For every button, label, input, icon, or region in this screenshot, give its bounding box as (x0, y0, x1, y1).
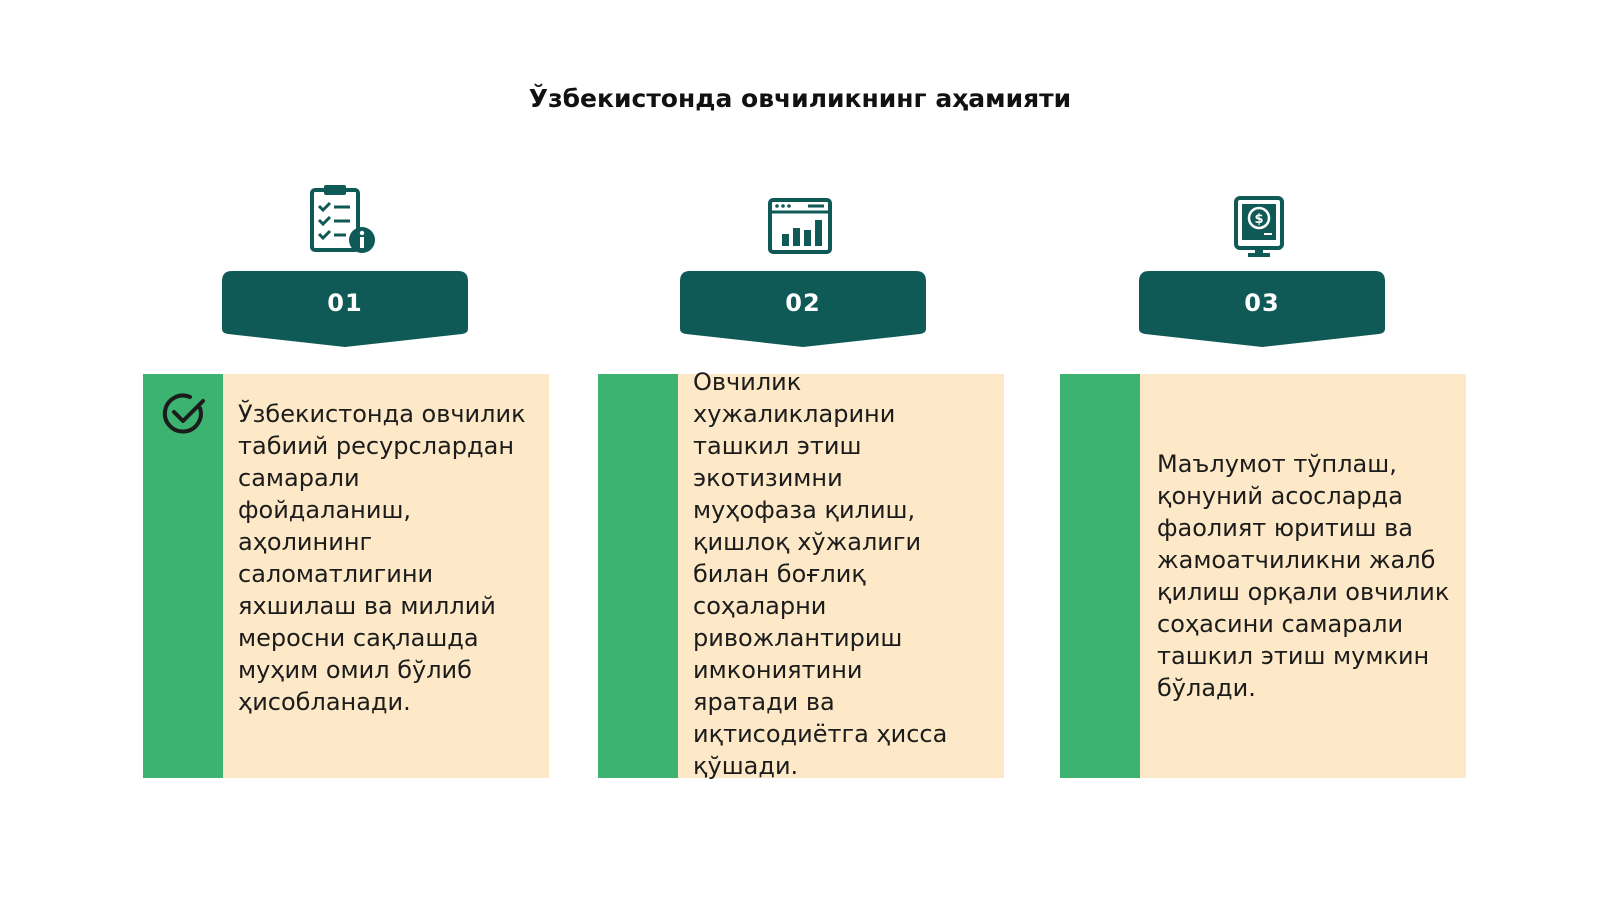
card-text-2: Овчилик хужаликларини ташкил этиш экотизимни муҳофаза қилиш, қишлоқ хўжалиги билан боғлиқ соҳаларни ривожлантириш имкониятини яратади ва иқтисодиётга ҳисса қўшади. (693, 368, 948, 780)
dollar-monitor-icon (1222, 190, 1302, 270)
card-text-3: Маълумот тўплаш, қонуний асосларда фаолият юритиш ва жамоатчиликни жалб қилиш орқали овчилик соҳасини самарали ташкил этиш мумкин бўлади. (1157, 450, 1450, 702)
bar-chart-window-icon (762, 190, 842, 270)
step-badge-2 (680, 271, 926, 347)
step-number-2: 02 (785, 289, 821, 317)
step-number-1: 01 (327, 289, 363, 317)
check-circle-icon (160, 390, 208, 438)
clipboard-checklist-info-icon (306, 182, 386, 262)
page-title: Ўзбекистонда овчиликнинг аҳамияти (528, 84, 1072, 113)
card-accent-bar-3 (1060, 374, 1140, 778)
svg-text:$: $ (1254, 212, 1264, 227)
step-number-3: 03 (1244, 289, 1280, 317)
card-text-1: Ўзбекистонда овчилик табиий ресурслардан самарали фойдаланиш, аҳолининг саломатлигини яхшилаш ва миллий меросни сақлашда муҳим омил бўлиб ҳисобланади. (238, 400, 526, 716)
step-badge-1 (222, 271, 468, 347)
card-accent-bar-2 (598, 374, 678, 778)
step-badge-3 (1139, 271, 1385, 347)
